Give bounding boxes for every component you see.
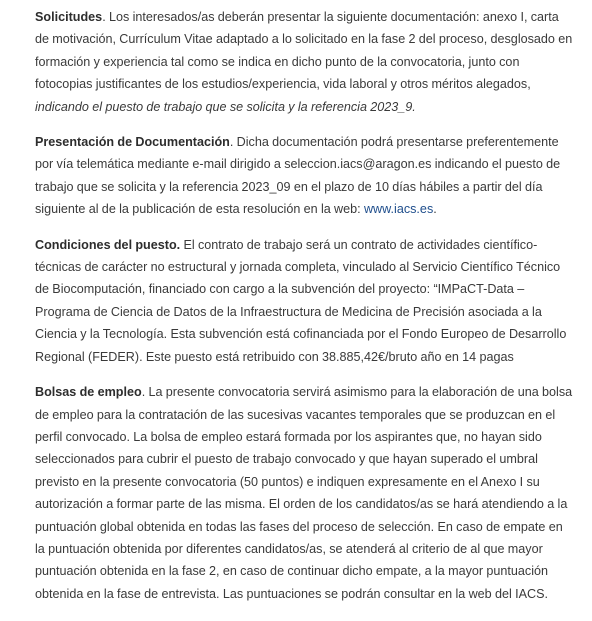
bolsas-paragraph bbox=[35, 381, 574, 605]
condiciones-text: El contrato de trabajo será un contrato de actividades científico-técnicas de carácter no estructural y jornada completa, vinculado al Servicio Científico Técnico de Biocomputación, financiado con cargo a la subvención del proyecto: “IMPaCT-Data – Programa de Ciencia de Datos de la Infraestructura de Medicina de Precisión asociada a la Ciencia y la Tecnología. Esta subvención está cofinanciada por el Fondo Europeo de Desarrollo Regional (FEDER). Este puesto está retribuido con 38.885,42€/bruto año en 14 pagas bbox=[35, 237, 567, 364]
bolsas-heading: Bolsas de empleo bbox=[35, 385, 142, 400]
presentacion-heading: Presentación de Documentación bbox=[35, 135, 230, 150]
presentacion-text: . Dicha documentación podrá presentarse preferentemente por vía telemática mediante e-mail dirigido a seleccion.iacs@aragon.es indicando el puesto de trabajo que se solicita y la referencia 2023_09 en el plazo de 10 días hábiles a partir del día siguiente al de la publicación de esta resolución en la web: bbox=[35, 135, 561, 217]
condiciones-heading: Condiciones del puesto. bbox=[35, 237, 181, 252]
presentacion-paragraph bbox=[35, 131, 574, 221]
solicitudes-paragraph bbox=[35, 6, 574, 118]
condiciones-paragraph bbox=[35, 234, 574, 368]
iacs-website-link[interactable]: www.iacs.es bbox=[363, 202, 434, 217]
bolsas-text: . La presente convocatoria servirá asimismo para la elaboración de una bolsa de empleo para la contratación de las sucesivas vacantes temporales que se produzcan en el perfil convocado. La bolsa de empleo estará formada por los aspirantes que, no hayan sido seleccionados para cubrir el puesto de trabajo convocado y que hayan superado el umbral previsto en la presente convocatoria (50 puntos) e indiquen expresamente en el Anexo I su autorización a formar parte de las misma. El orden de los candidatos/as se hará atendiendo a la puntuación global obtenida en todas las fases del proceso de selección. En caso de empate en la puntuación obtenida por diferentes candidatos/as, se atenderá al criterio de al que mayor puntuación obtenida en la fase 2, en caso de continuar dicho empate, a la mayor puntuación obtenida en la fase de entrevista. Las puntuaciones se podrán consultar en la web del IACS. bbox=[35, 385, 573, 601]
solicitudes-heading: Solicitudes bbox=[35, 10, 103, 24]
solicitudes-reference: indicando el puesto de trabajo que se solicita y la referencia 2023_9. bbox=[35, 99, 416, 114]
presentacion-after: . bbox=[433, 202, 437, 217]
solicitudes-text: . Los interesados/as deberán presentar la siguiente documentación: anexo I, carta de motivación, Currículum Vitae adaptado a lo solicitado en la fase 2 del proceso, desglosado en formación y experiencia tal como se indica en dicho punto de la convocatoria, junto con fotocopias justificantes de los estudios/experiencia, vida laboral y otros méritos alegados, bbox=[35, 10, 573, 92]
